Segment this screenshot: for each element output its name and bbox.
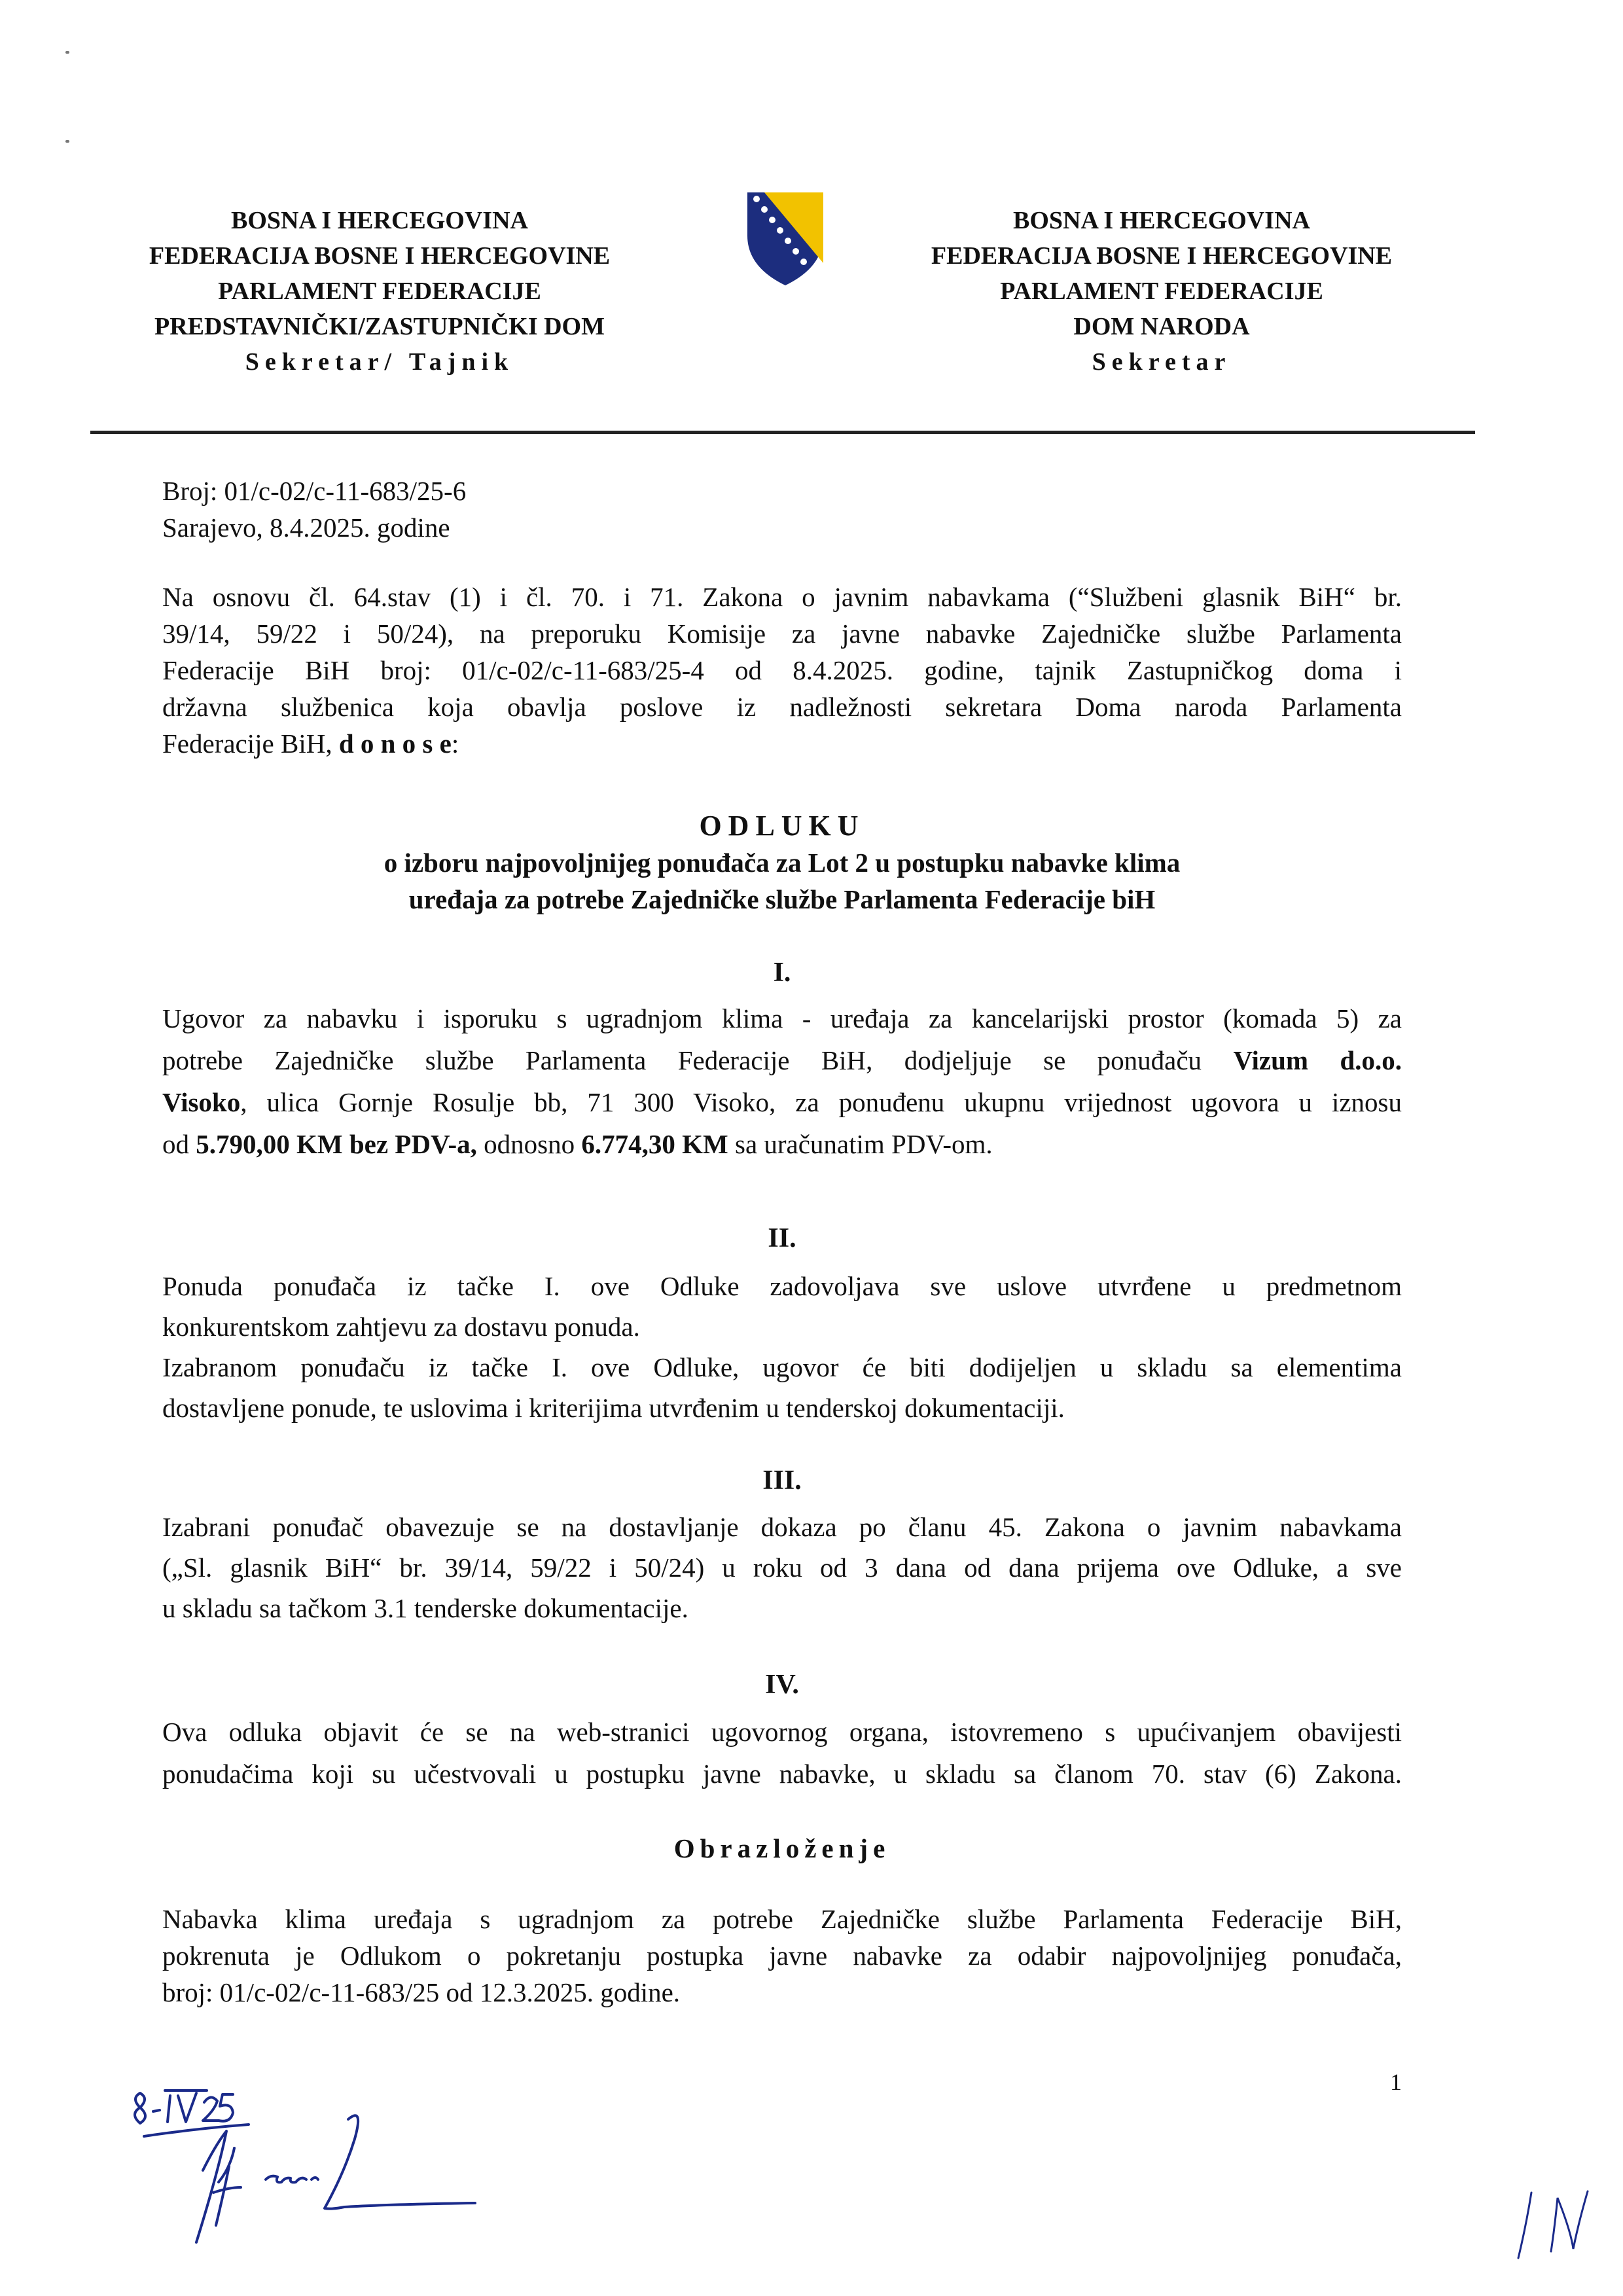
section-3-line: u skladu sa tačkom 3.1 tenderske dokumentacije.	[162, 1593, 688, 1623]
preamble-line: Federacije BiH broj: 01/c-02/c-11-683/25-4 od 8.4.2025. godine, tajnik Zastupničkog doma i	[162, 655, 1402, 685]
header-divider	[90, 431, 1475, 434]
reasoning-line: Nabavka klima uređaja s ugradnjom za potrebe Zajedničke službe Parlamenta Federacije BiH,	[162, 1904, 1402, 1934]
reasoning-line: pokrenuta je Odlukom o pokretanju postupka javne nabavke za odabir najpovoljnijeg ponuđača,	[162, 1941, 1402, 1971]
section-1-text-part: odnosno	[484, 1129, 575, 1159]
reasoning-text	[162, 1901, 1402, 2011]
handwritten-initials	[1512, 2179, 1597, 2271]
scan-speck	[65, 140, 69, 143]
reasoning-heading: Obrazloženje	[673, 1833, 891, 1863]
section-2-line: Ponuda ponuđača iz tačke I. ove Odluke zadovoljava sve uslove utvrđene u predmetnom	[162, 1271, 1402, 1301]
section-2-number: II.	[768, 1223, 796, 1253]
section-2-line: dostavljene ponude, te uslovima i kriterijima utvrđenim u tenderskoj dokumentaciji.	[162, 1393, 1065, 1423]
header-left-line1: BOSNA I HERCEGOVINA	[231, 207, 528, 234]
coat-of-arms-icon	[745, 190, 826, 287]
handwritten-signature	[118, 2081, 641, 2251]
decision-subtitle-line: uređaja za potrebe Zajedničke službe Parlamenta Federacije biH	[408, 884, 1156, 914]
preamble-line: državna službenica koja obavlja poslove iz nadležnosti sekretara Doma naroda Parlamenta	[162, 692, 1402, 722]
document-meta	[162, 473, 1402, 546]
preamble-colon: :	[451, 728, 459, 759]
header-left-line4: PREDSTAVNIČKI/ZASTUPNIČKI DOM	[154, 313, 605, 340]
page-number: 1	[1390, 2069, 1402, 2095]
header-left	[144, 203, 615, 380]
section-3-line: Izabrani ponuđač obavezuje se na dostavljanje dokaza po članu 45. Zakona o javnim nabavkama	[162, 1512, 1402, 1542]
decision-subtitle-line: o izboru najpovoljnijeg ponuđača za Lot 2 u postupku nabavke klima	[383, 848, 1181, 878]
section-1-text-part: , ulica Gornje Rosulje bb, 71 300 Visoko, za ponuđenu ukupnu vrijednost ugovora u iznosu	[240, 1087, 1402, 1117]
header-left-line3: PARLAMENT FEDERACIJE	[218, 278, 541, 305]
section-3-line: („Sl. glasnik BiH“ br. 39/14, 59/22 i 50/24) u roku od 3 dana od dana prijema ove Odluke, a sve	[162, 1552, 1402, 1583]
reasoning-line: broj: 01/c-02/c-11-683/25 od 12.3.2025. godine.	[162, 1977, 681, 2007]
section-2-text	[162, 1266, 1402, 1428]
scan-speck	[65, 51, 69, 54]
section-1-text-part: od	[162, 1129, 189, 1159]
header-right-line4: DOM NARODA	[1073, 313, 1250, 340]
section-1-line	[162, 1039, 1402, 1081]
section-2-line: konkurentskom zahtjevu za dostavu ponuda.	[162, 1312, 640, 1342]
header-right-line5: Sekretar	[1092, 348, 1232, 376]
preamble-verb: d o n o s e	[338, 728, 452, 759]
amount-with-vat: 6.774,30 KM	[581, 1129, 728, 1159]
preamble-text: Federacije BiH,	[162, 728, 332, 759]
section-1-text-part: potrebe Zajedničke službe Parlamenta Federacije BiH, dodjeljuje se ponuđaču	[162, 1045, 1202, 1075]
section-1-text	[162, 997, 1402, 1165]
preamble-line-last	[162, 725, 1402, 762]
decision-title: ODLUKU	[699, 810, 865, 842]
bidder-city: Visoko	[162, 1087, 241, 1117]
section-4-number: IV.	[765, 1670, 799, 1700]
document-place-date: Sarajevo, 8.4.2025. godine	[162, 512, 450, 543]
preamble	[162, 579, 1402, 762]
header-right-line2: FEDERACIJA BOSNE I HERCEGOVINE	[931, 242, 1393, 270]
section-1-line: Ugovor za nabavku i isporuku s ugradnjom klima - uređaja za kancelarijski prostor (komada 5) za	[162, 1003, 1402, 1033]
section-1-line	[162, 1081, 1402, 1123]
header-left-line5: Sekretar/ Tajnik	[245, 348, 514, 376]
section-1-text-part: sa uračunatim PDV-om.	[728, 1129, 993, 1159]
section-4-text	[162, 1711, 1402, 1795]
amount-without-vat: 5.790,00 KM bez PDV-a,	[196, 1129, 477, 1159]
section-4-line: Ova odluka objavit će se na web-stranici ugovornog organa, istovremeno s upućivanjem obavijesti	[162, 1717, 1402, 1747]
section-3-text	[162, 1507, 1402, 1628]
bidder-name: Vizum d.o.o.	[1233, 1045, 1402, 1075]
header-left-line2: FEDERACIJA BOSNE I HERCEGOVINE	[149, 242, 611, 270]
preamble-line: 39/14, 59/22 i 50/24), na preporuku Komisije za javne nabavke Zajedničke službe Parlamenta	[162, 619, 1402, 649]
section-1-number: I.	[773, 958, 791, 988]
section-4-line: ponudačima koji su učestvovali u postupku javne nabavke, u skladu sa članom 70. stav (6) Zakona.	[162, 1759, 1402, 1789]
header-right	[926, 203, 1397, 380]
header-right-line1: BOSNA I HERCEGOVINA	[1013, 207, 1310, 234]
decision-subtitle	[162, 844, 1402, 918]
preamble-line: Na osnovu čl. 64.stav (1) i čl. 70. i 71. Zakona o javnim nabavkama (“Službeni glasnik BiH“ br.	[162, 582, 1402, 612]
document-number: Broj: 01/c-02/c-11-683/25-6	[162, 476, 467, 506]
header-right-line3: PARLAMENT FEDERACIJE	[1000, 278, 1323, 305]
section-2-line: Izabranom ponuđaču iz tačke I. ove Odluke, ugovor će biti dodijeljen u skladu sa elementima	[162, 1352, 1402, 1382]
section-3-number: III.	[762, 1465, 802, 1496]
section-1-line	[162, 1123, 1402, 1165]
